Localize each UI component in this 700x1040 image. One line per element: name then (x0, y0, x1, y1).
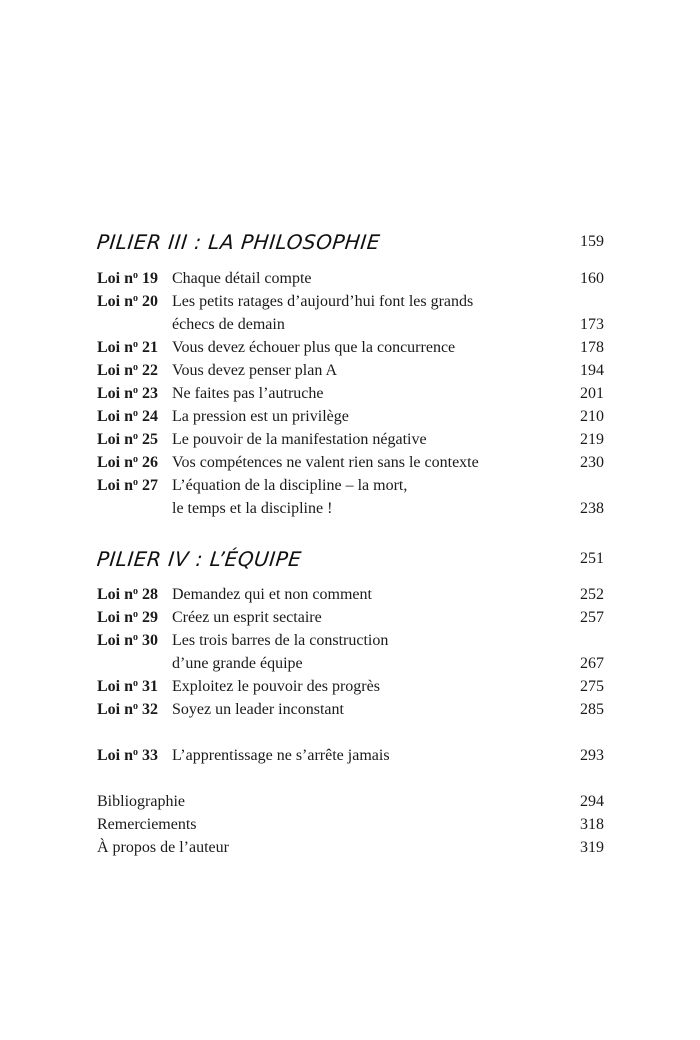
toc-entry-acknowledgements (97, 813, 604, 836)
entry-title: Soyez un leader inconstant (172, 701, 344, 718)
law-label: Loi $n^o$ 33 (97, 747, 159, 764)
toc-entry-bibliography (97, 790, 604, 813)
entry-title: À propos de l’auteur (97, 839, 229, 856)
entry-page-number: 257 (580, 609, 604, 626)
toc-entry (97, 382, 604, 405)
law-label: Loi $n^o$ 29 (97, 609, 159, 626)
entry-title: Vous devez penser plan A (172, 362, 337, 379)
law-label: Loi $n^o$ 26 (97, 454, 159, 471)
entry-title: Chaque détail compte (172, 270, 312, 287)
law-label: Loi $n^o$ 30 (97, 632, 159, 649)
entry-page-number: 178 (580, 339, 604, 356)
toc-entry (97, 583, 604, 606)
law-label: Loi $n^o$ 24 (97, 408, 159, 425)
law-label: Loi $n^o$ 23 (97, 385, 159, 402)
entry-page-number: 230 (580, 454, 604, 471)
law-label: Loi $n^o$ 20 (97, 293, 159, 310)
entry-page-number: 318 (580, 816, 604, 833)
entry-page-number: 194 (580, 362, 604, 379)
entry-page-number: 173 (580, 316, 604, 333)
section-page-number: 159 (580, 233, 604, 250)
toc-entry-continuation (97, 313, 604, 336)
entry-title-continued: échecs de demain (172, 316, 285, 333)
toc-entry (97, 405, 604, 428)
toc-entry-continuation (97, 652, 604, 675)
entry-title: Demandez qui et non comment (172, 586, 372, 603)
section-title: PILIER IV : L’ÉQUIPE (95, 547, 303, 571)
law-label: Loi $n^o$ 22 (97, 362, 159, 379)
entry-page-number: 238 (580, 500, 604, 517)
law-label: Loi $n^o$ 32 (97, 701, 159, 718)
entry-title: Vous devez échouer plus que la concurrence (172, 339, 456, 356)
entry-page-number: 285 (580, 701, 604, 718)
law-label: Loi $n^o$ 19 (97, 270, 159, 287)
entry-title: Les trois barres de la construction (172, 632, 389, 649)
law-label: Loi $n^o$ 28 (97, 586, 159, 603)
law-label: Loi $n^o$ 21 (97, 339, 159, 356)
law-label: Loi $n^o$ 25 (97, 431, 159, 448)
entry-title: Remerciements (97, 816, 197, 833)
toc-entry (97, 474, 604, 497)
section-title: PILIER III : LA PHILOSOPHIE (95, 230, 382, 254)
toc-entry (97, 428, 604, 451)
entry-title: Bibliographie (97, 793, 185, 810)
toc-entry (97, 336, 604, 359)
section-page-number: 251 (580, 550, 604, 567)
entry-title: Créez un esprit sectaire (172, 609, 322, 626)
entry-page-number: 160 (580, 270, 604, 287)
entry-page-number: 294 (580, 793, 604, 810)
entry-title: L’apprentissage ne s’arrête jamais (172, 747, 390, 764)
toc-entry-final-law (97, 744, 604, 767)
entry-page-number: 267 (580, 655, 604, 672)
section-heading (97, 547, 604, 577)
law-label: Loi $n^o$ 27 (97, 477, 159, 494)
entry-title: Ne faites pas l’autruche (172, 385, 324, 402)
entry-page-number: 219 (580, 431, 604, 448)
entry-title: Les petits ratages d’aujourd’hui font les grands (172, 293, 474, 310)
toc-entry (97, 606, 604, 629)
toc-entry (97, 451, 604, 474)
toc-entry (97, 359, 604, 382)
toc-entry-continuation (97, 497, 604, 520)
entry-page-number: 319 (580, 839, 604, 856)
toc-entry (97, 629, 604, 652)
law-label: Loi $n^o$ 31 (97, 678, 159, 695)
toc-entry (97, 267, 604, 290)
entry-title: L’équation de la discipline – la mort, (172, 477, 408, 494)
entry-title: Exploitez le pouvoir des progrès (172, 678, 380, 695)
entry-page-number: 293 (580, 747, 604, 764)
entry-title: Vos compétences ne valent rien sans le contexte (172, 454, 479, 471)
entry-title: Le pouvoir de la manifestation négative (172, 431, 427, 448)
toc-entry (97, 675, 604, 698)
entry-page-number: 252 (580, 586, 604, 603)
toc-entry (97, 290, 604, 313)
toc-entry (97, 698, 604, 721)
entry-page-number: 275 (580, 678, 604, 695)
toc-entry-about-author (97, 836, 604, 859)
section-heading (97, 230, 604, 260)
entry-page-number: 201 (580, 385, 604, 402)
entry-title: La pression est un privilège (172, 408, 349, 425)
entry-title-continued: d’une grande équipe (172, 655, 303, 672)
entry-page-number: 210 (580, 408, 604, 425)
entry-title-continued: le temps et la discipline ! (172, 500, 333, 517)
